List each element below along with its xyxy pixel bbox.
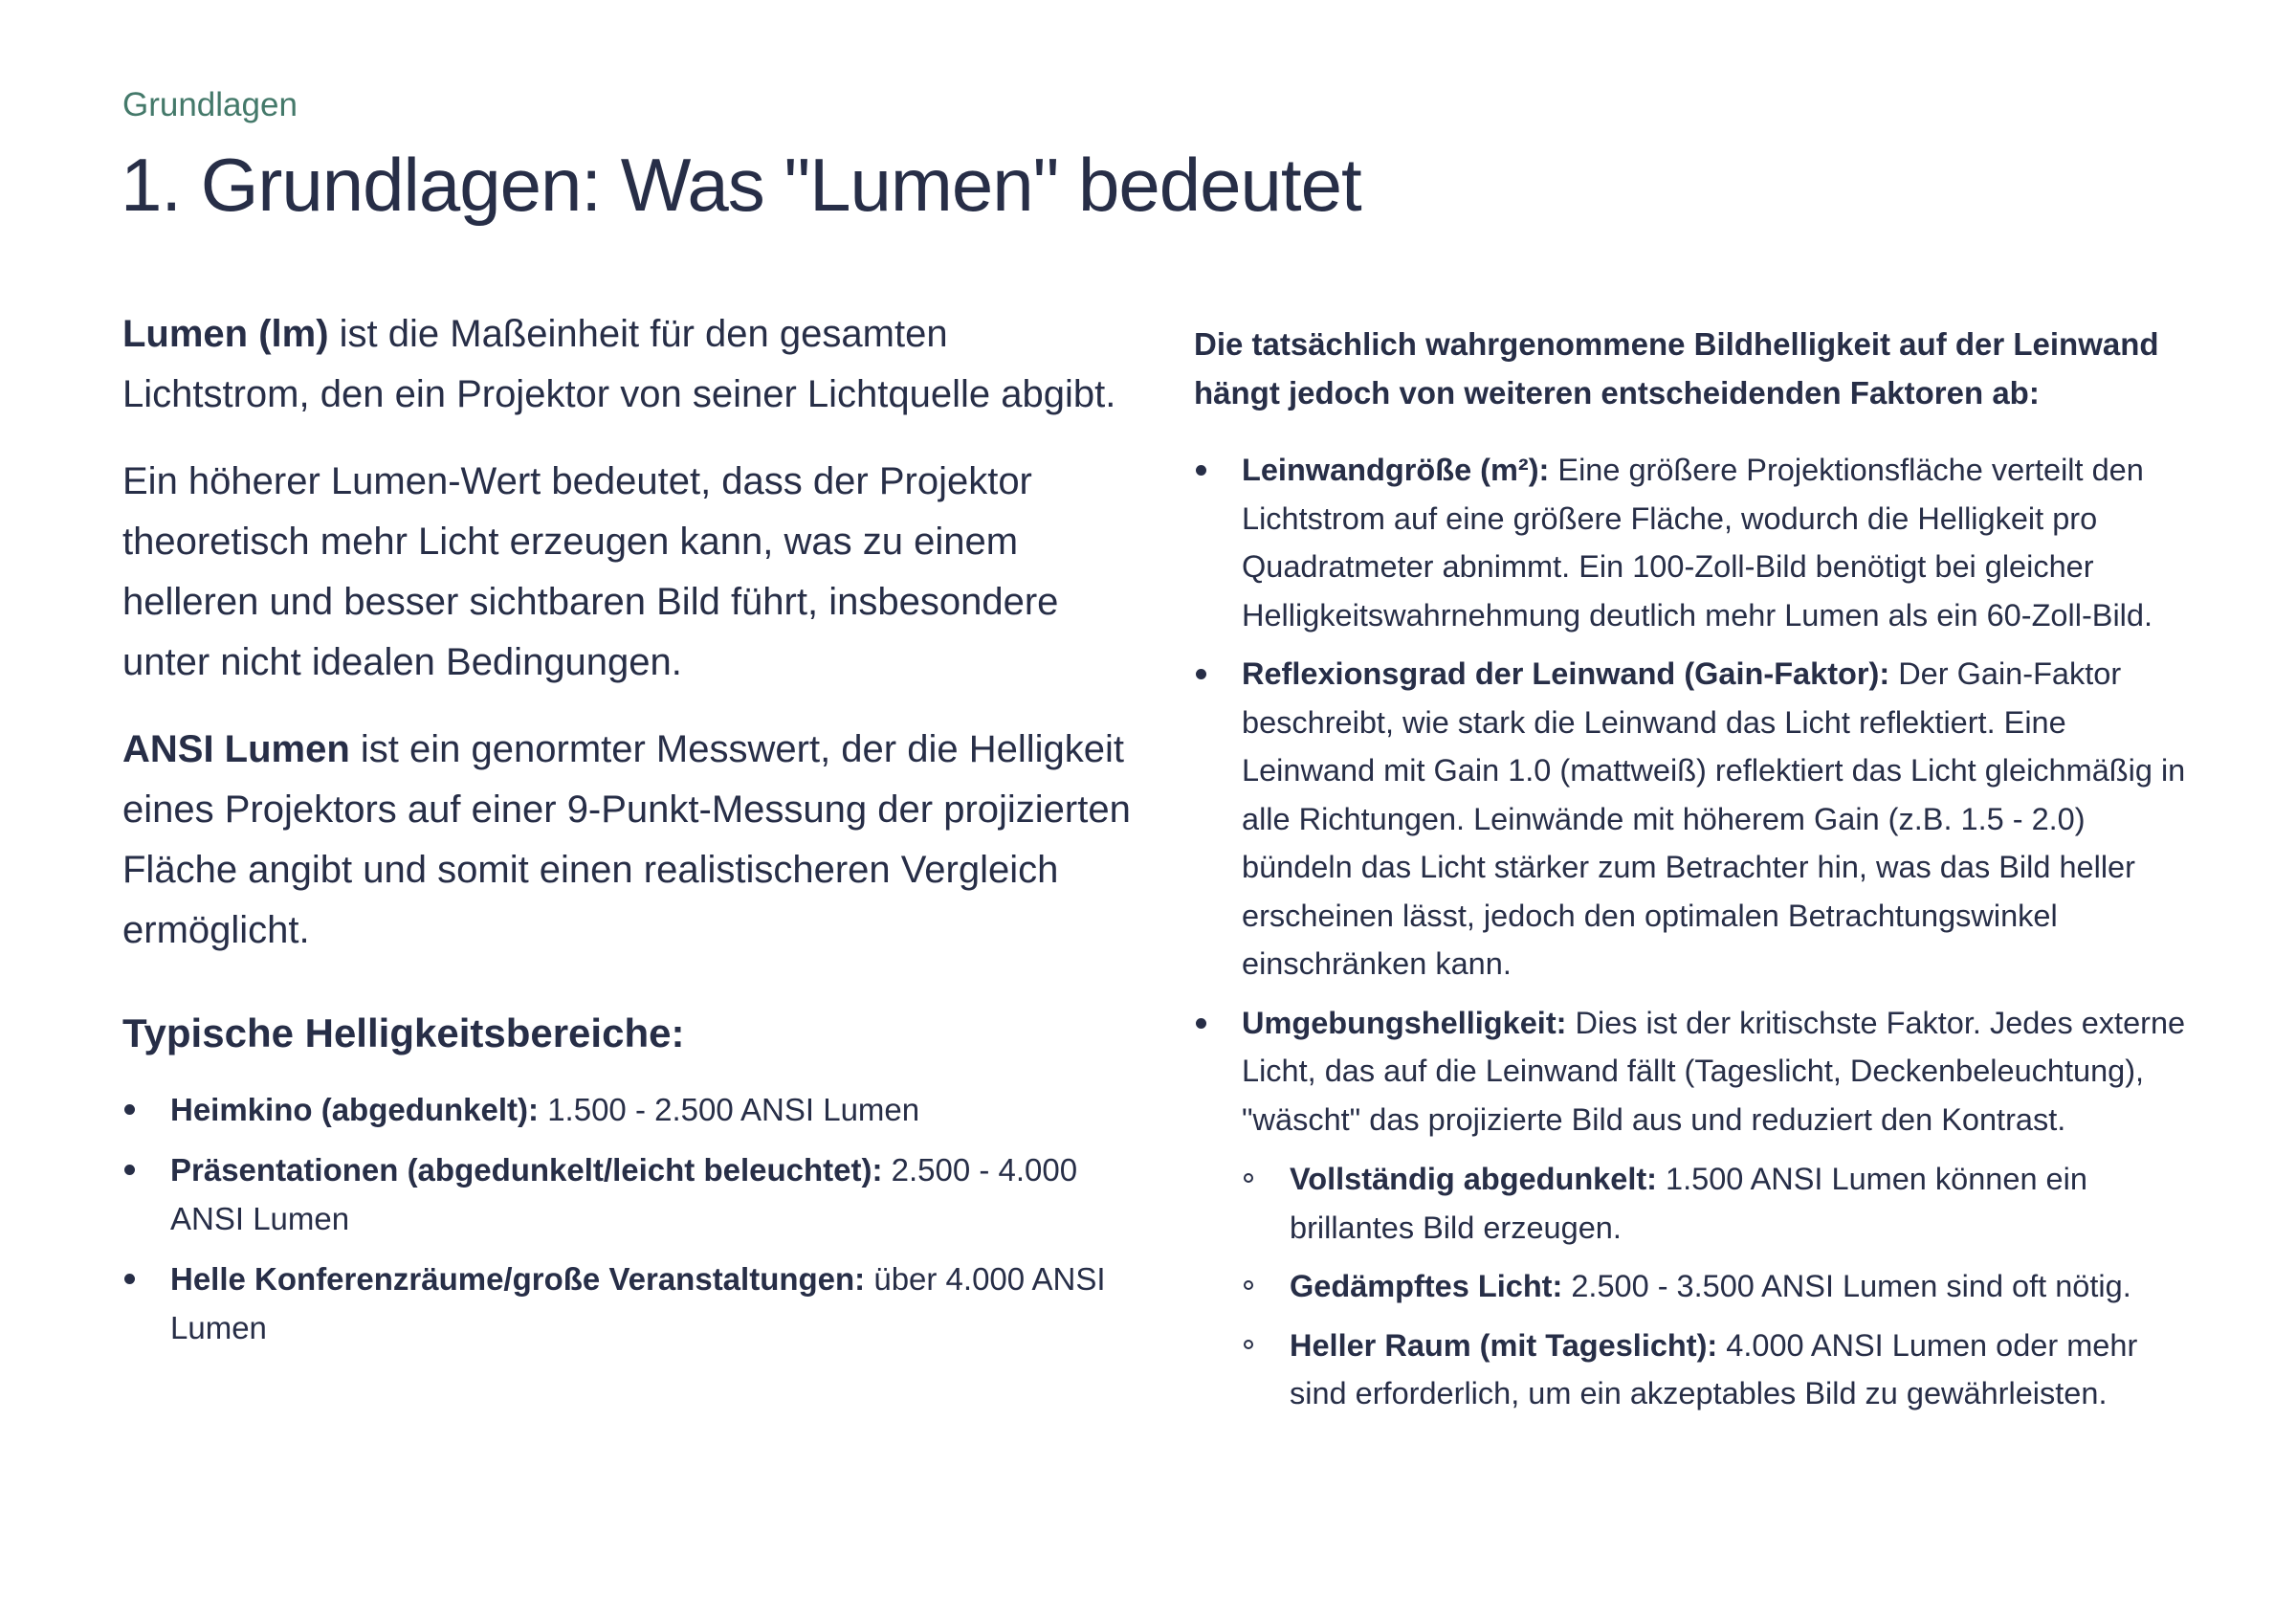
item-label: Leinwandgröße (m²): bbox=[1242, 453, 1550, 487]
term-lumen: Lumen (lm) bbox=[122, 313, 329, 355]
item-label: Heller Raum (mit Tageslicht): bbox=[1290, 1327, 1718, 1363]
item-label: Helle Konferenzräume/große Veranstaltungen: bbox=[170, 1261, 866, 1297]
sublist-item bbox=[1242, 1155, 2198, 1252]
list-item bbox=[122, 1255, 1137, 1352]
item-label: Präsentationen (abgedunkelt/leicht beleuchtet): bbox=[170, 1152, 883, 1188]
factors-list bbox=[1194, 446, 2198, 1418]
list-item bbox=[1194, 999, 2198, 1418]
sublist-item bbox=[1242, 1262, 2198, 1311]
section-heading: Typische Helligkeitsbereiche: bbox=[122, 1010, 685, 1055]
item-label: Heimkino (abgedunkelt): bbox=[170, 1092, 540, 1127]
breadcrumb: Grundlagen bbox=[122, 86, 298, 123]
paragraph-lumen bbox=[122, 304, 1137, 425]
item-text: über 4.000 ANSI Lumen bbox=[170, 1261, 1106, 1345]
factors-intro: Die tatsächlich wahrgenommene Bildhelligkeit auf der Leinwand hängt jedoch von weiteren entscheidenden Faktoren ab: bbox=[1194, 326, 2159, 411]
bullet-icon bbox=[1196, 669, 1206, 679]
item-label: Gedämpftes Licht: bbox=[1290, 1269, 1563, 1303]
paragraph-text: Ein höherer Lumen-Wert bedeutet, dass der Projektor theoretisch mehr Licht erzeugen kann, was zu einem helleren und besser sichtbaren Bild führt, insbesondere unter nicht idealen Bedingungen. bbox=[122, 460, 1059, 683]
brightness-range-list bbox=[122, 1085, 1137, 1352]
term-ansi-lumen: ANSI Lumen bbox=[122, 728, 350, 770]
ambient-light-sublist bbox=[1242, 1155, 2198, 1418]
item-text: 2.500 - 3.500 ANSI Lumen sind oft nötig. bbox=[1562, 1269, 2131, 1303]
list-item bbox=[1194, 446, 2198, 639]
bullet-icon bbox=[1196, 1018, 1206, 1029]
item-label: Vollständig abgedunkelt: bbox=[1290, 1162, 1658, 1196]
paragraph-ansi bbox=[122, 720, 1137, 961]
item-text: 1.500 - 2.500 ANSI Lumen bbox=[539, 1092, 920, 1127]
list-item bbox=[1194, 650, 2198, 988]
paragraph-lumen-value bbox=[122, 452, 1137, 693]
bullet-icon bbox=[124, 1274, 135, 1284]
left-column bbox=[122, 304, 1137, 1364]
list-item bbox=[122, 1145, 1137, 1243]
circle-bullet-icon bbox=[1244, 1173, 1253, 1183]
item-text: 2.500 - 4.000 ANSI Lumen bbox=[170, 1152, 1078, 1236]
bullet-icon bbox=[1196, 465, 1206, 476]
item-text: Der Gain-Faktor beschreibt, wie stark die Leinwand das Licht reflektiert. Eine Leinwand mit Gain 1.0 (mattweiß) reflektiert das Licht gleichmäßig in alle Richtungen. Leinwände mit höherem Gain (z.B. 1.5 - 2.0) bündeln das Licht stärker zum Betrachter hin, was das Bild heller erscheinen lässt, jedoch den optimalen Betrachtungswinkel einschränken kann. bbox=[1242, 656, 2186, 981]
item-label: Reflexionsgrad der Leinwand (Gain-Faktor): bbox=[1242, 656, 1890, 691]
paragraph-text: ist die Maßeinheit für den gesamten Lichtstrom, den ein Projektor von seiner Lichtquelle abgibt. bbox=[122, 313, 1116, 415]
item-text: 1.500 ANSI Lumen können ein brillantes Bild erzeugen. bbox=[1290, 1162, 2087, 1245]
circle-bullet-icon bbox=[1244, 1280, 1253, 1290]
item-text: 4.000 ANSI Lumen oder mehr sind erforderlich, um ein akzeptables Bild zu gewährleisten. bbox=[1290, 1327, 2138, 1410]
right-column bbox=[1194, 320, 2198, 1429]
bullet-icon bbox=[124, 1104, 135, 1115]
item-text: Eine größere Projektionsfläche verteilt den Lichtstrom auf eine größere Fläche, wodurch die Helligkeit pro Quadratmeter abnimmt. Ein 100-Zoll-Bild benötigt bei gleicher Helligkeitswahrnehmung deutlich mehr Lumen als ein 60-Zoll-Bild. bbox=[1242, 453, 2152, 633]
paragraph-text: ist ein genormter Messwert, der die Helligkeit eines Projektors auf einer 9-Punkt-Messung der projizierten Fläche angibt und somit einen realistischeren Vergleich ermöglicht. bbox=[122, 728, 1131, 951]
page-title: 1. Grundlagen: Was "Lumen" bedeutet bbox=[121, 143, 1361, 227]
list-item bbox=[122, 1085, 1137, 1134]
sublist-item bbox=[1242, 1321, 2198, 1418]
bullet-icon bbox=[124, 1165, 135, 1175]
item-text: Dies ist der kritischste Faktor. Jedes externe Licht, das auf die Leinwand fällt (Tageslicht, Deckenbeleuchtung), "wäscht" das projizierte Bild aus und reduziert den Kontrast. bbox=[1242, 1005, 2186, 1137]
item-label: Umgebungshelligkeit: bbox=[1242, 1005, 1567, 1040]
circle-bullet-icon bbox=[1244, 1340, 1253, 1349]
